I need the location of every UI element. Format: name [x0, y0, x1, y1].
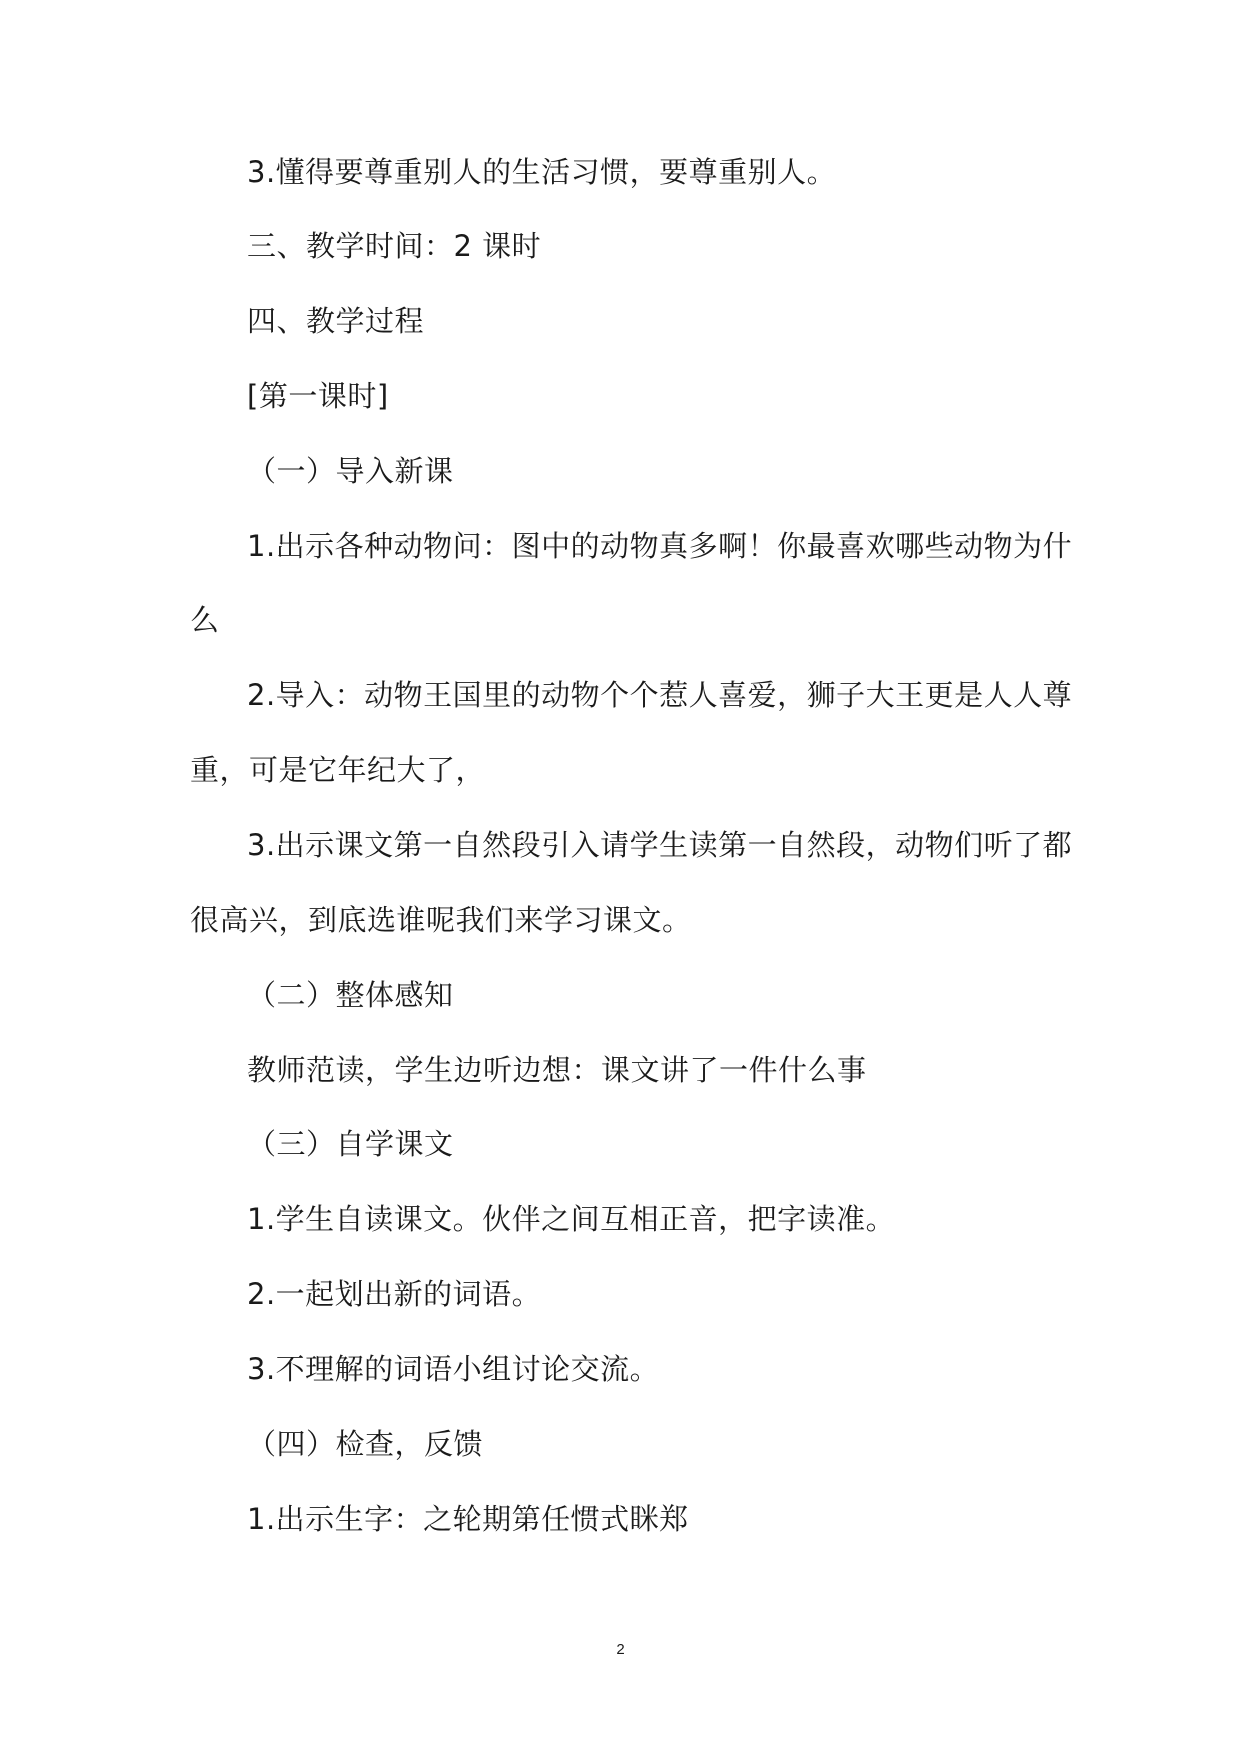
intro-step-1: 1.出示各种动物问：图中的动物真多啊！你最喜欢哪些动物为什	[247, 529, 1073, 563]
intro-step-3: 3.出示课文第一自然段引入请学生读第一自然段，动物们听了都	[247, 828, 1073, 862]
intro-step-2: 2.导入：动物王国里的动物个个惹人喜爱，狮子大王更是人人尊	[247, 678, 1073, 712]
self-study-step-2: 2.一起划出新的词语。	[247, 1277, 542, 1311]
page-number: 2	[616, 1641, 625, 1658]
self-study-step-1: 1.学生自读课文。伙伴之间互相正音，把字读准。	[247, 1202, 896, 1236]
subsection-check-feedback: （四）检查，反馈	[247, 1427, 484, 1461]
subsection-self-study: （三）自学课文	[247, 1127, 454, 1161]
intro-step-2-continued: 重，可是它年纪大了，	[190, 753, 486, 787]
subsection-overall-perception: （二）整体感知	[247, 978, 454, 1012]
intro-step-1-continued: 么	[190, 603, 220, 637]
objective-line-3: 3.懂得要尊重别人的生活习惯，要尊重别人。	[247, 155, 837, 189]
section-teaching-time: 三、教学时间：2 课时	[247, 229, 542, 263]
intro-step-3-continued: 很高兴，到底选谁呢我们来学习课文。	[190, 903, 692, 937]
section-teaching-process: 四、教学过程	[247, 304, 425, 338]
check-step-1: 1.出示生字：之轮期第任惯式眯郑	[247, 1502, 689, 1536]
subsection-introduction: （一）导入新课	[247, 454, 454, 488]
teacher-reading-line: 教师范读，学生边听边想：课文讲了一件什么事	[247, 1053, 867, 1087]
self-study-step-3: 3.不理解的词语小组讨论交流。	[247, 1352, 660, 1386]
lesson-one-heading: [第一课时]	[247, 379, 389, 413]
